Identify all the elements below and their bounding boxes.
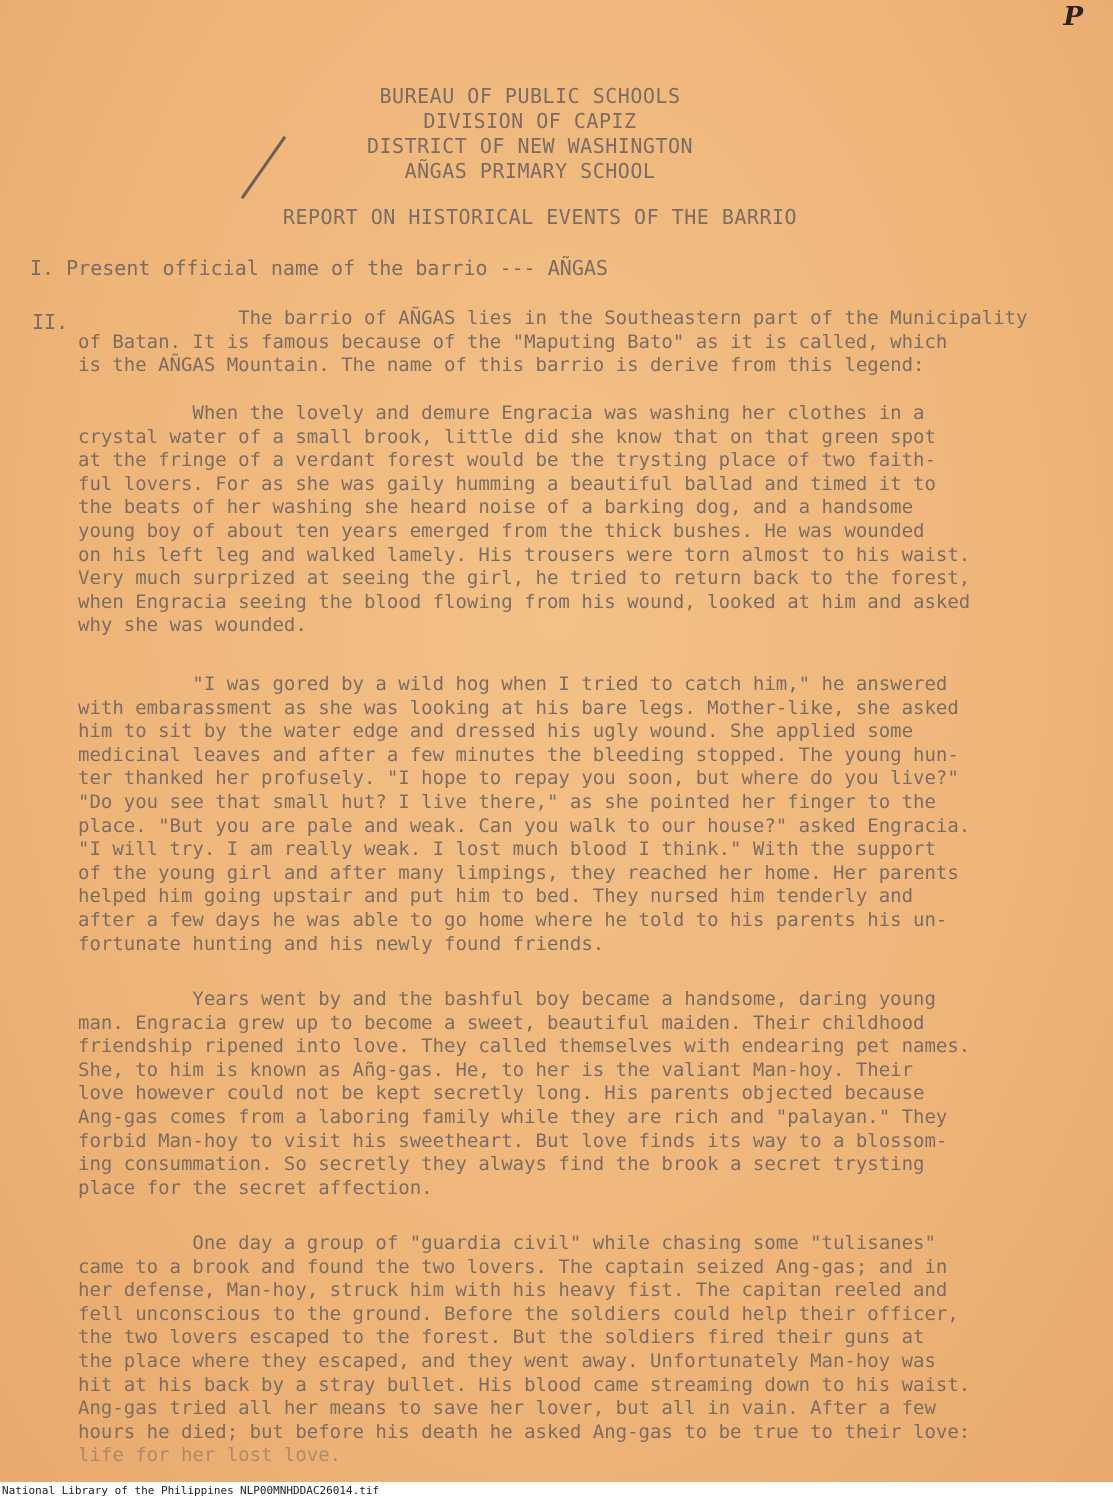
footer-library-name: National Library of the Philippines — [2, 1484, 234, 1497]
paragraph-2 — [78, 402, 1068, 638]
text-line: is the AÑGAS Mountain. The name of this barrio is derive from this legend: — [78, 354, 925, 377]
text-line: fortunate hunting and his newly found friends. — [78, 932, 605, 955]
header-line-district: DISTRICT OF NEW WASHINGTON — [366, 134, 694, 158]
text-line: Years went by and the bashful boy became a handsome, daring young — [78, 988, 936, 1010]
text-line: "I was gored by a wild hog when I tried to catch him," he answered — [78, 673, 948, 695]
text-line: ter thanked her profusely. "I hope to repay you soon, but where do you live?" — [78, 767, 959, 790]
text-line: "Do you see that small hut? I live there," as she pointed her finger to the — [78, 790, 936, 813]
text-line: after a few days he was able to go home where he told to his parents his un- — [78, 908, 948, 931]
text-line: medicinal leaves and after a few minutes the bleeding stopped. The young hun- — [78, 743, 959, 766]
text-line: One day a group of "guardia civil" while chasing some "tulisanes" — [78, 1232, 936, 1254]
header-line-division: DIVISION OF CAPIZ — [423, 109, 637, 133]
text-line: of the young girl and after many limpings, they reached her home. Her parents — [78, 861, 959, 884]
text-line: Very much surprized at seeing the girl, he tried to return back to the forest, — [78, 567, 971, 590]
text-line: friendship ripened into love. They called themselves with endearing pet names. — [78, 1035, 971, 1058]
text-line: at the fringe of a verdant forest would be the trysting place of two faith- — [78, 449, 936, 472]
text-line: why she was wounded. — [78, 614, 307, 637]
text-line: crystal water of a small brook, little did she know that on that green spot — [78, 425, 936, 448]
text-line: forbid Man-hoy to visit his sweetheart. But love finds its way to a blossom- — [78, 1129, 948, 1152]
scan-footer — [0, 1482, 1113, 1500]
text-line: love however could not be kept secretly long. His parents objected because — [78, 1082, 925, 1105]
text-line: with embarassment as she was looking at his bare legs. Mother-like, she asked — [78, 696, 959, 719]
text-line: hours he died; but before his death he asked Ang-gas to be true to their love: — [78, 1420, 971, 1443]
text-line: the two lovers escaped to the forest. But the soldiers fired their guns at — [78, 1326, 925, 1349]
text-line: helped him going upstair and put him to bed. They nursed him tenderly and — [78, 885, 914, 908]
text-line: fell unconscious to the ground. Before the soldiers could help their officer, — [78, 1302, 959, 1325]
text-line: him to sit by the water edge and dressed his ugly wound. She applied some — [78, 720, 914, 743]
text-line: She, to him is known as Añg-gas. He, to her is the valiant Man-hoy. Their — [78, 1058, 914, 1081]
document-header — [0, 84, 1060, 184]
text-line: place for the secret affection. — [78, 1176, 433, 1199]
text-line: place. "But you are pale and weak. Can you walk to our house?" asked Engracia. — [78, 814, 971, 837]
header-line-bureau: BUREAU OF PUBLIC SCHOOLS — [379, 84, 681, 108]
text-line: of Batan. It is famous because of the "Maputing Bato" as it is called, which — [78, 330, 948, 353]
text-line: the place where they escaped, and they went away. Unfortunately Man-hoy was — [78, 1349, 936, 1372]
paragraph-1 — [78, 307, 1068, 378]
paragraph-3 — [78, 673, 1068, 956]
text-line: when Engracia seeing the blood flowing from his wound, looked at him and asked — [78, 590, 971, 613]
page-mark: P — [1063, 2, 1083, 32]
report-title: REPORT ON HISTORICAL EVENTS OF THE BARRIO — [282, 205, 798, 229]
text-line: When the lovely and demure Engracia was washing her clothes in a — [78, 402, 925, 424]
text-line: came to a brook and found the two lovers. The captain seized Ang-gas; and in — [78, 1255, 948, 1278]
text-line: the beats of her washing she heard noise of a barking dog, and a handsome — [78, 496, 914, 519]
text-line: hit at his back by a stray bullet. His blood came streaming down to his waist. — [78, 1373, 971, 1396]
text-line: Ang-gas tried all her means to save her lover, but all in vain. After a few — [78, 1397, 936, 1420]
paragraph-4 — [78, 988, 1068, 1200]
text-line: her defense, Man-hoy, struck him with his heavy fist. The capitan reeled and — [78, 1279, 948, 1302]
item-one-barrio-name: I. Present official name of the barrio --- AÑGAS — [30, 256, 608, 280]
paragraph-5 — [78, 1232, 1068, 1468]
text-line: Ang-gas comes from a laboring family while they are rich and "palayan." They — [78, 1105, 948, 1128]
header-line-school: AÑGAS PRIMARY SCHOOL — [404, 159, 656, 183]
text-line: ing consummation. So secretly they always find the brook a secret trysting — [78, 1153, 925, 1176]
text-line: The barrio of AÑGAS lies in the Southeastern part of the Municipality — [78, 307, 1028, 329]
text-line: "I will try. I am really weak. I lost much blood I think." With the support — [78, 838, 936, 861]
text-line: man. Engracia grew up to become a sweet, beautiful maiden. Their childhood — [78, 1011, 925, 1034]
text-line: on his left leg and walked lamely. His trousers were torn almost to his waist. — [78, 543, 971, 566]
item-two-label: II. — [32, 310, 69, 334]
text-line: young boy of about ten years emerged from the thick bushes. He was wounded — [78, 519, 925, 542]
footer-file-name: NLP00MNHDDAC26014.tif — [240, 1484, 380, 1497]
text-line: life for her lost love. — [78, 1444, 342, 1467]
text-line: ful lovers. For as she was gaily humming a beautiful ballad and timed it to — [78, 472, 936, 495]
